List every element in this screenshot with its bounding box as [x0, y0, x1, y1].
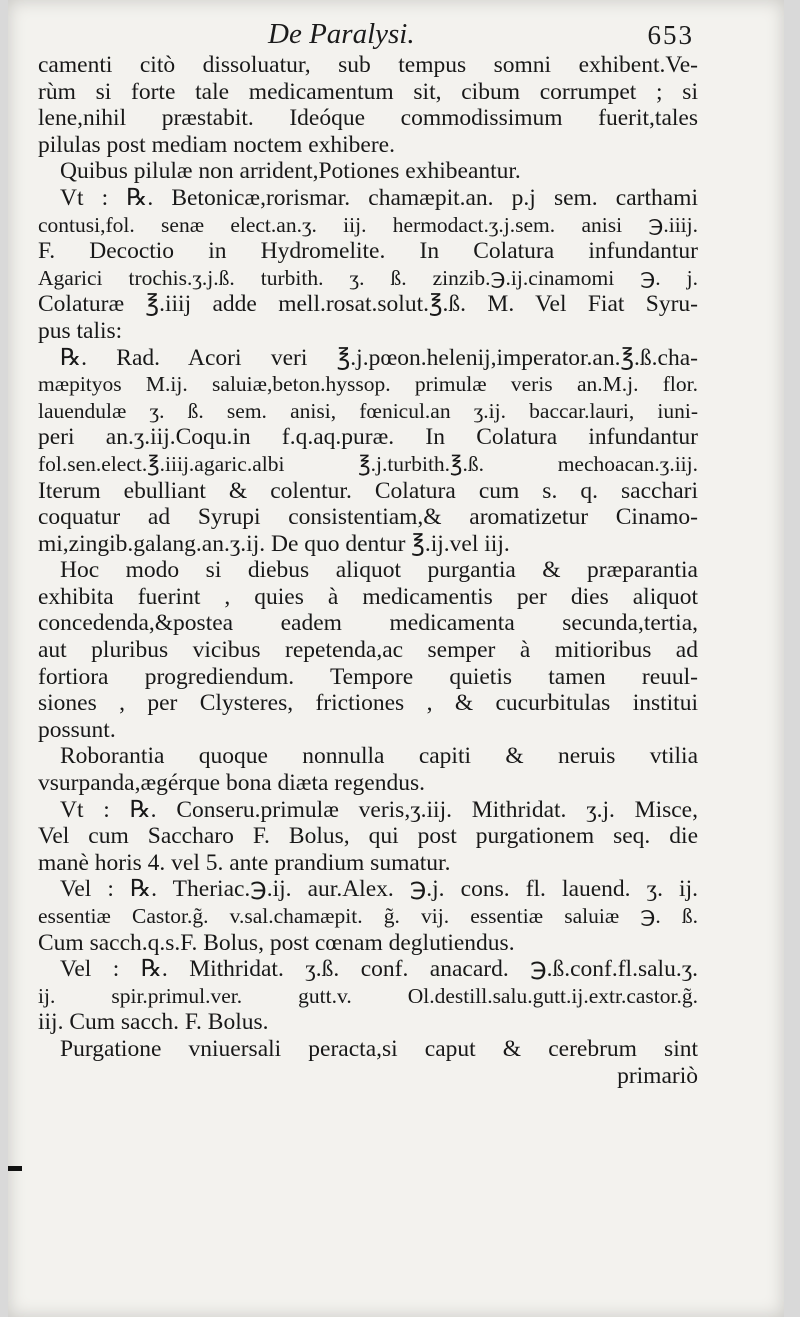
text-line: Colaturæ ℥.iiij adde mell.rosat.solut.℥.ß. M. Vel Fiat Syru- — [38, 291, 698, 318]
text-line: mi,zingib.galang.an.ʒ.ij. De quo dentur ℥.ij.vel iij. — [38, 530, 510, 557]
text-line: Quibus pilulæ non arrident,Potiones exhibeantur. — [60, 158, 521, 185]
text-line: concedenda,&postea eadem medicamenta secunda,tertia, — [38, 610, 698, 637]
text-line: Purgatione vniuersali peracta,si caput & cerebrum sint — [60, 1035, 698, 1062]
page-number: 653 — [647, 20, 694, 50]
text-line: pilulas post mediam noctem exhibere. — [38, 131, 395, 158]
text-line: ij. spir.primul.ver. gutt.v. Ol.destill.salu.gutt.ij.extr.castor.g̃. — [38, 983, 698, 1008]
text-line: vsurpanda,ægérque bona diæta regendus. — [38, 770, 425, 797]
text-line: Iterum ebulliant & colentur. Colatura cum s. q. sacchari — [38, 477, 698, 504]
text-line: primariò — [617, 1062, 698, 1089]
text-line: F. Decoctio in Hydromelite. In Colatura infundantur — [38, 238, 698, 265]
text-line: contusi,fol. senæ elect.an.ʒ. iij. hermodact.ʒ.j.sem. anisi ℈.iiij. — [38, 212, 698, 237]
text-line: Agarici trochis.ʒ.j.ß. turbith. ʒ. ß. zinzib.℈.ij.cinamomi ℈. j. — [38, 265, 698, 290]
text-line: ℞. Rad. Acori veri ℥.j.pœon.helenij,imperator.an.℥.ß.cha- — [60, 344, 698, 371]
text-line: lauendulæ ʒ. ß. sem. anisi, fœnicul.an ʒ.ij. baccar.lauri, iuni- — [38, 398, 698, 423]
text-line: mæpityos M.ij. saluiæ,beton.hyssop. primulæ veris an.M.j. flor. — [38, 372, 698, 397]
text-line: lene,nihil præstabit. Ideóque commodissimum fuerit,tales — [38, 105, 698, 132]
page-header — [8, 12, 784, 52]
book-page — [8, 0, 784, 1317]
text-line: rùm si forte tale medicamentum sit, cibum corrumpet ; si — [38, 78, 698, 105]
margin-dash-mark — [8, 1166, 22, 1171]
text-line: Vt : ℞. Conseru.primulæ veris,ʒ.iij. Mithridat. ʒ.j. Misce, — [60, 796, 698, 823]
text-line: fol.sen.elect.℥.iiij.agaric.albi ℥.j.turbith.℥.ß. mechoacan.ʒ.iij. — [38, 451, 698, 476]
text-line: iij. Cum sacch. F. Bolus. — [38, 1009, 269, 1036]
text-line: Roborantia quoque nonnulla capiti & neruis vtilia — [60, 743, 698, 770]
text-line: peri an.ʒ.iij.Coqu.in f.q.aq.puræ. In Colatura infundantur — [38, 424, 698, 451]
text-line: Vel : ℞. Mithridat. ʒ.ß. conf. anacard. ℈.ß.conf.fl.salu.ʒ. — [60, 956, 698, 983]
text-line: possunt. — [38, 716, 116, 743]
text-line: pus talis: — [38, 317, 123, 344]
text-line: exhibita fuerint , quies à medicamentis per dies aliquot — [38, 583, 698, 610]
text-line: Vt : ℞. Betonicæ,rorismar. chamæpit.an. p.j sem. carthami — [60, 184, 698, 211]
text-line: essentiæ Castor.g̃. v.sal.chamæpit. g̃. vij. essentiæ saluiæ ℈. ß. — [38, 904, 698, 928]
text-line: manè horis 4. vel 5. ante prandium sumatur. — [38, 849, 451, 876]
text-line: Vel : ℞. Theriac.℈.ij. aur.Alex. ℈.j. cons. fl. lauend. ʒ. ij. — [60, 876, 698, 903]
running-head: De Paralysi. — [268, 18, 415, 50]
text-line: Vel cum Saccharo F. Bolus, qui post purgationem seq. die — [38, 823, 698, 850]
text-line: siones , per Clysteres, frictiones , & cucurbitulas institui — [38, 690, 698, 717]
text-line: Hoc modo si diebus aliquot purgantia & præparantia — [60, 557, 698, 584]
text-line: fortiora progrediendum. Tempore quietis tamen reuul- — [38, 663, 698, 690]
text-line: Cum sacch.q.s.F. Bolus, post cœnam deglutiendus. — [38, 929, 515, 956]
text-line: camenti citò dissoluatur, sub tempus somni exhibent.Ve- — [38, 52, 698, 78]
body-text — [38, 52, 698, 1089]
text-line: coquatur ad Syrupi consistentiam,& aromatizetur Cinamo- — [38, 504, 698, 531]
text-line: aut pluribus vicibus repetenda,ac semper à mitioribus ad — [38, 637, 698, 664]
